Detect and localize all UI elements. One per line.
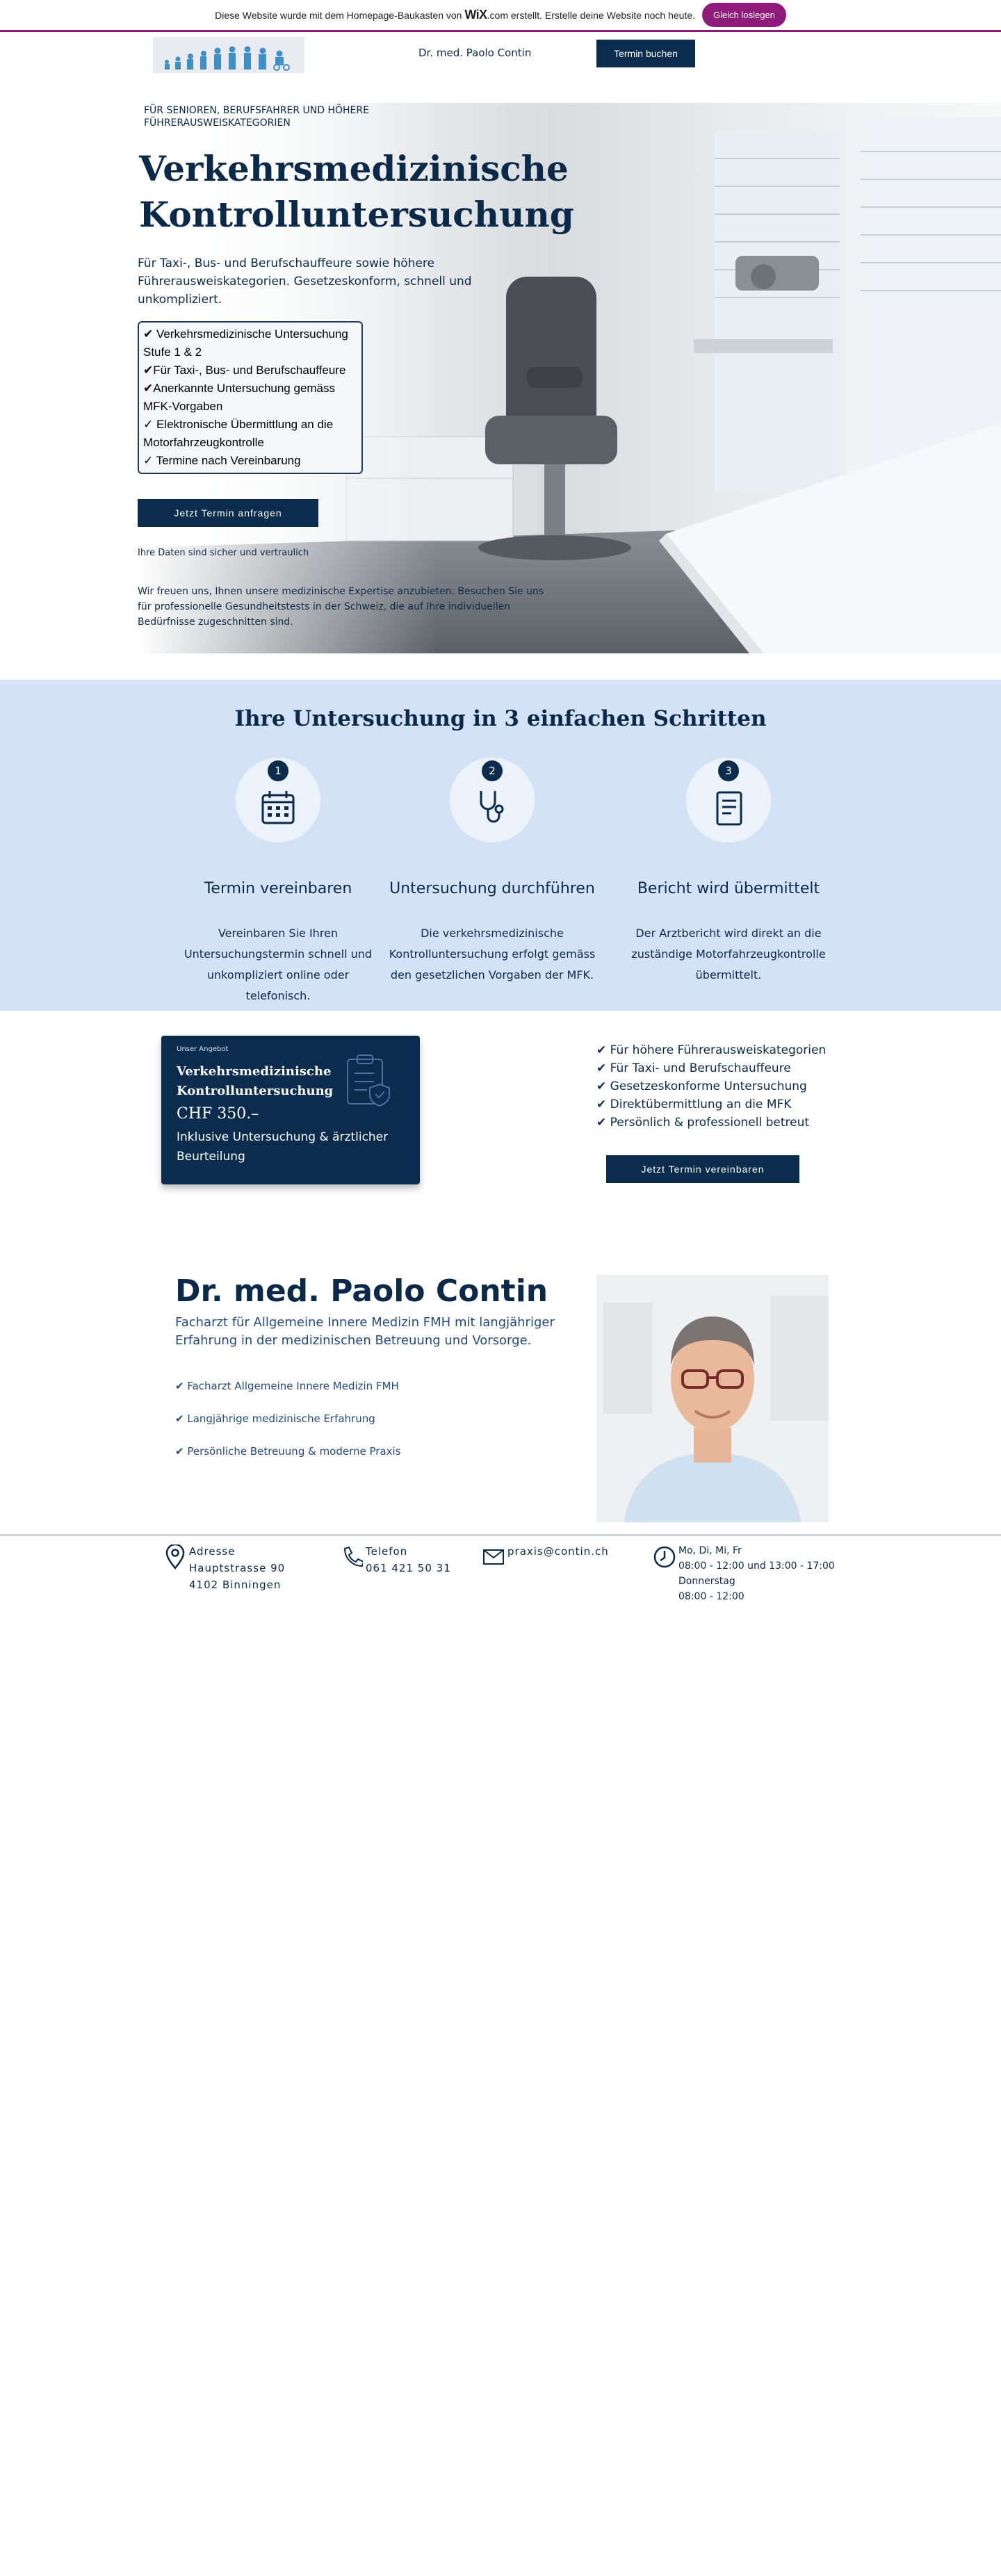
offer-benefit: ✔ Für Taxi- und Berufschauffeure — [596, 1061, 791, 1075]
doctor-portrait-illustration — [596, 1275, 829, 1522]
doctor-portrait — [596, 1275, 829, 1522]
offer-description: Inklusive Untersuchung & ärztlicher Beurteilung — [177, 1130, 389, 1164]
offer-label: Unser Angebot — [177, 1045, 229, 1053]
step-title: Termin vereinbaren — [204, 880, 352, 897]
offer-title: Verkehrsmedizinische Kontrolluntersuchung — [177, 1064, 334, 1098]
offer-benefit: ✔ Direktübermittlung an die MFK — [596, 1098, 792, 1111]
hero-subtitle: Für Taxi-, Bus- und Berufschauffeure sowie höhere Führerausweiskategorien. Gesetzeskonform, schnell und unkompliziert. — [138, 256, 472, 307]
offer-benefit: ✔ Persönlich & professionell betreut — [596, 1116, 810, 1130]
header-book-appointment-button[interactable]: Termin buchen — [596, 40, 695, 67]
wix-brand: WiX — [464, 8, 487, 22]
opening-hours — [678, 1543, 835, 1604]
hours-line: 08:00 - 12:00 und 13:00 - 17:00 — [678, 1560, 835, 1572]
address-line: 4102 Binningen — [189, 1579, 282, 1591]
footer-divider — [0, 1534, 1001, 1536]
site-header — [0, 34, 1001, 102]
step-title: Bericht wird übermittelt — [637, 880, 820, 897]
offer-book-appointment-button[interactable]: Jetzt Termin vereinbaren — [606, 1155, 799, 1183]
offer-benefit: ✔ Für höhere Führerausweiskategorien — [596, 1043, 827, 1057]
checklist-item: ✓ Termine nach Vereinbarung — [143, 454, 301, 467]
hours-line: 08:00 - 12:00 — [678, 1591, 744, 1602]
calendar-icon — [257, 787, 299, 829]
steps-title: Ihre Untersuchung in 3 einfachen Schritten — [234, 706, 767, 731]
hours-line: Mo, Di, Mi, Fr — [678, 1545, 742, 1556]
doctor-name: Dr. med. Paolo Contin — [175, 1273, 548, 1309]
address-line: Hauptstrasse 90 — [189, 1562, 286, 1574]
hero-title: Verkehrsmedizinische Kontrolluntersuchung — [139, 148, 574, 235]
wix-promo-banner — [0, 0, 1001, 32]
doctor-subtitle: Facharzt für Allgemeine Innere Medizin FMH mit langjähriger Erfahrung in der medizinischen Betreuung und Vorsorge. — [175, 1315, 555, 1348]
address-text — [189, 1543, 285, 1593]
site-logo[interactable] — [153, 37, 304, 73]
location-pin-icon — [164, 1544, 186, 1570]
step-description: Vereinbaren Sie Ihren Untersuchungstermin schnell und unkompliziert online oder telefonisch. — [184, 927, 373, 1002]
step-title: Untersuchung durchführen — [389, 880, 595, 897]
wix-banner-text — [215, 8, 695, 22]
hero-request-appointment-button[interactable]: Jetzt Termin anfragen — [138, 499, 318, 527]
checklist-item: ✔ Verkehrsmedizinische Untersuchung Stufe 1 & 2 — [143, 327, 348, 359]
address-label: Adresse — [189, 1545, 236, 1558]
phone-label: Telefon — [366, 1545, 408, 1558]
phone-text[interactable] — [366, 1543, 451, 1576]
clipboard-shield-icon — [343, 1052, 395, 1109]
evolution-logo-icon — [153, 37, 304, 73]
email-link[interactable]: praxis@contin.ch — [507, 1545, 609, 1558]
wix-banner-text-after: .com erstellt. Erstelle deine Website noch heute. — [487, 10, 696, 21]
nav-doctor-link[interactable]: Dr. med. Paolo Contin — [418, 47, 532, 59]
offer-price: CHF 350.– — [177, 1105, 259, 1123]
offer-benefits-list — [596, 1041, 826, 1132]
step-number-badge: 1 — [268, 760, 288, 781]
checklist-item: ✓ Elektronische Übermittlung an die Motorfahrzeugkontrolle — [143, 418, 334, 449]
step-description: Die verkehrsmedizinische Kontrolluntersuchung erfolgt gemäss den gesetzlichen Vorgaben der MFK. — [389, 927, 596, 981]
clock-icon — [653, 1544, 676, 1570]
checklist-item: ✔Für Taxi-, Bus- und Berufschauffeure — [143, 364, 346, 377]
hero-paragraph: Wir freuen uns, Ihnen unsere medizinische Expertise anzubieten. Besuchen Sie uns für professionelle Gesundheitstests in der Schweiz, die auf Ihre individuellen Bedürfnisse zugeschnitten sind. — [138, 586, 544, 628]
hero-kicker: FÜR SENIOREN, BERUFSFAHRER UND HÖHERE FÜHRERAUSWEISKATEGORIEN — [144, 105, 369, 129]
offer-card — [161, 1036, 420, 1184]
wix-get-started-button[interactable]: Gleich loslegen — [702, 3, 786, 27]
phone-number[interactable]: 061 421 50 31 — [366, 1562, 451, 1574]
doctor-credential: ✔ Langjährige medizinische Erfahrung — [175, 1412, 375, 1425]
checklist-item: ✔Anerkannte Untersuchung gemäss MFK-Vorgaben — [143, 382, 336, 413]
wix-banner-text-before: Diese Website wurde mit dem Homepage-Baukasten von — [215, 10, 462, 21]
step-description: Der Arztbericht wird direkt an die zuständige Motorfahrzeugkontrolle übermittelt. — [631, 927, 826, 981]
doctor-credentials-list — [175, 1379, 401, 1477]
doctor-credential: ✔ Persönliche Betreuung & moderne Praxis — [175, 1445, 401, 1458]
hours-line: Donnerstag — [678, 1576, 735, 1587]
hero-checklist — [138, 321, 363, 474]
phone-icon — [341, 1544, 363, 1570]
envelope-icon — [482, 1544, 505, 1570]
step-number-badge: 2 — [482, 760, 503, 781]
privacy-note: Ihre Daten sind sicher und vertraulich — [138, 548, 309, 558]
stethoscope-icon — [471, 787, 513, 829]
offer-benefit: ✔ Gesetzeskonforme Untersuchung — [596, 1079, 807, 1093]
steps-section — [0, 680, 1001, 1011]
report-icon — [708, 787, 749, 829]
step-number-badge: 3 — [718, 760, 739, 781]
doctor-credential: ✔ Facharzt Allgemeine Innere Medizin FMH — [175, 1380, 399, 1392]
